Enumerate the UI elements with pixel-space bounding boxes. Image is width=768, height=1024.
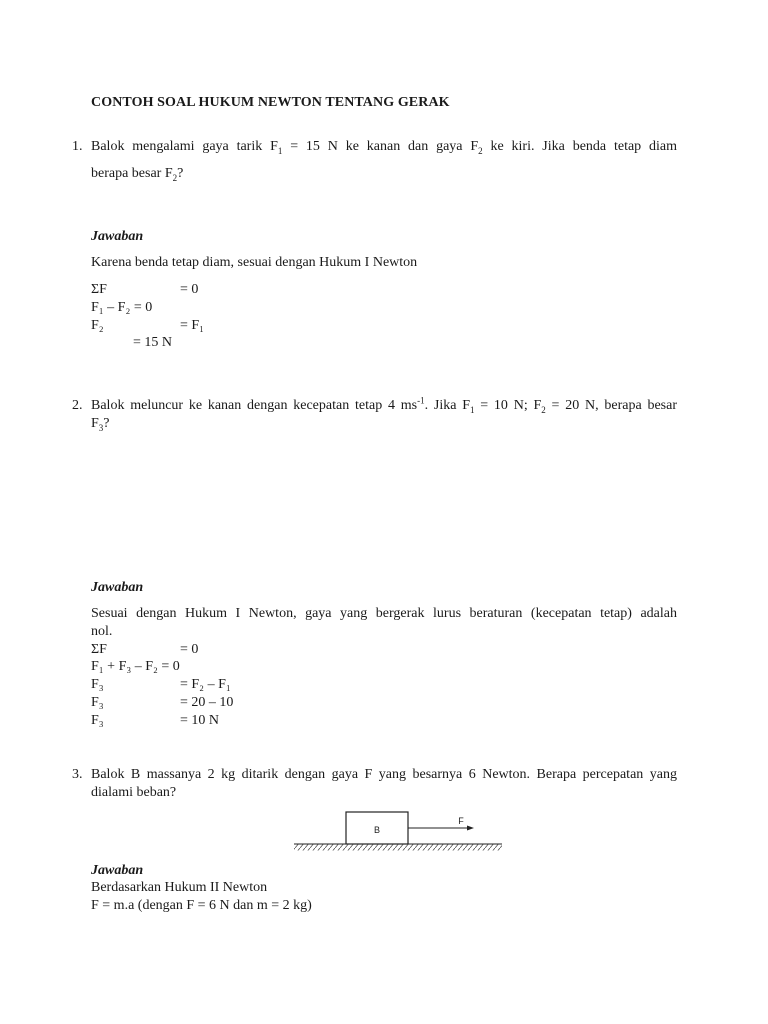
block-force-diagram [290,806,510,858]
answer-1-label: Jawaban [91,229,144,244]
page-title: CONTOH SOAL HUKUM NEWTON TENTANG GERAK [91,95,450,110]
answer-1-step: = 15 N [133,335,173,350]
answer-3-formula: F = m.a (dengan F = 6 N dan m = 2 kg) [91,898,312,913]
answer-2-step: F₃ = F₂ – F₁ [91,677,231,692]
answer-1-step: F₂ = F₁ [91,318,205,333]
question-1-line-1: Balok mengalami gaya tarik $F_1 = 15$ N ke kanan dan gaya $F_2$ ke kiri. Jika benda tetap diam [91,139,677,156]
answer-2-label: Jawaban [91,580,144,595]
arrow-head-icon [467,826,474,831]
question-2-number: 2. [72,398,83,413]
answer-1-intro: Karena benda tetap diam, sesuai dengan Hukum I Newton [91,255,418,270]
question-1-line-2: berapa besar $F_2$? [91,166,184,183]
question-3-line-2: dialami beban? [91,785,177,800]
answer-1-step: F₁ – F₂ = 0 [91,300,153,315]
force-label: F [458,816,464,826]
answer-2-step: ΣF = 0 [91,642,199,657]
answer-3-intro: Berdasarkan Hukum II Newton [91,880,268,895]
answer-3-label: Jawaban [91,863,144,878]
answer-2-intro-line-1: Sesuai dengan Hukum I Newton, gaya yang bergerak lurus beraturan (kecepatan tetap) adalah [91,606,677,621]
block-b-label: B [373,825,381,835]
ground-hatch [294,845,502,851]
question-1-number: 1. [72,139,83,154]
answer-2-step: F₁ + F₃ – F₂ = 0 [91,659,180,674]
answer-1-step: ΣF = 0 [91,282,199,297]
question-3-line-1: Balok B massanya 2 kg ditarik dengan gaya F yang besarnya 6 Newton. Berapa percepatan yang [91,767,677,782]
question-2-line-2: $F_3$? [91,416,110,433]
answer-2-intro-line-2: nol. [91,624,113,639]
answer-2-step: F₃ = 10 N [91,713,220,728]
answer-2-step: F₃ = 20 – 10 [91,695,234,710]
question-2-line-1: Balok meluncur ke kanan dengan kecepatan tetap 4 $ms^{-1}$. Jika $F_1 = 10$ N; $F_2 = 20$ N, berapa besar [91,395,677,415]
question-3-number: 3. [72,767,83,782]
